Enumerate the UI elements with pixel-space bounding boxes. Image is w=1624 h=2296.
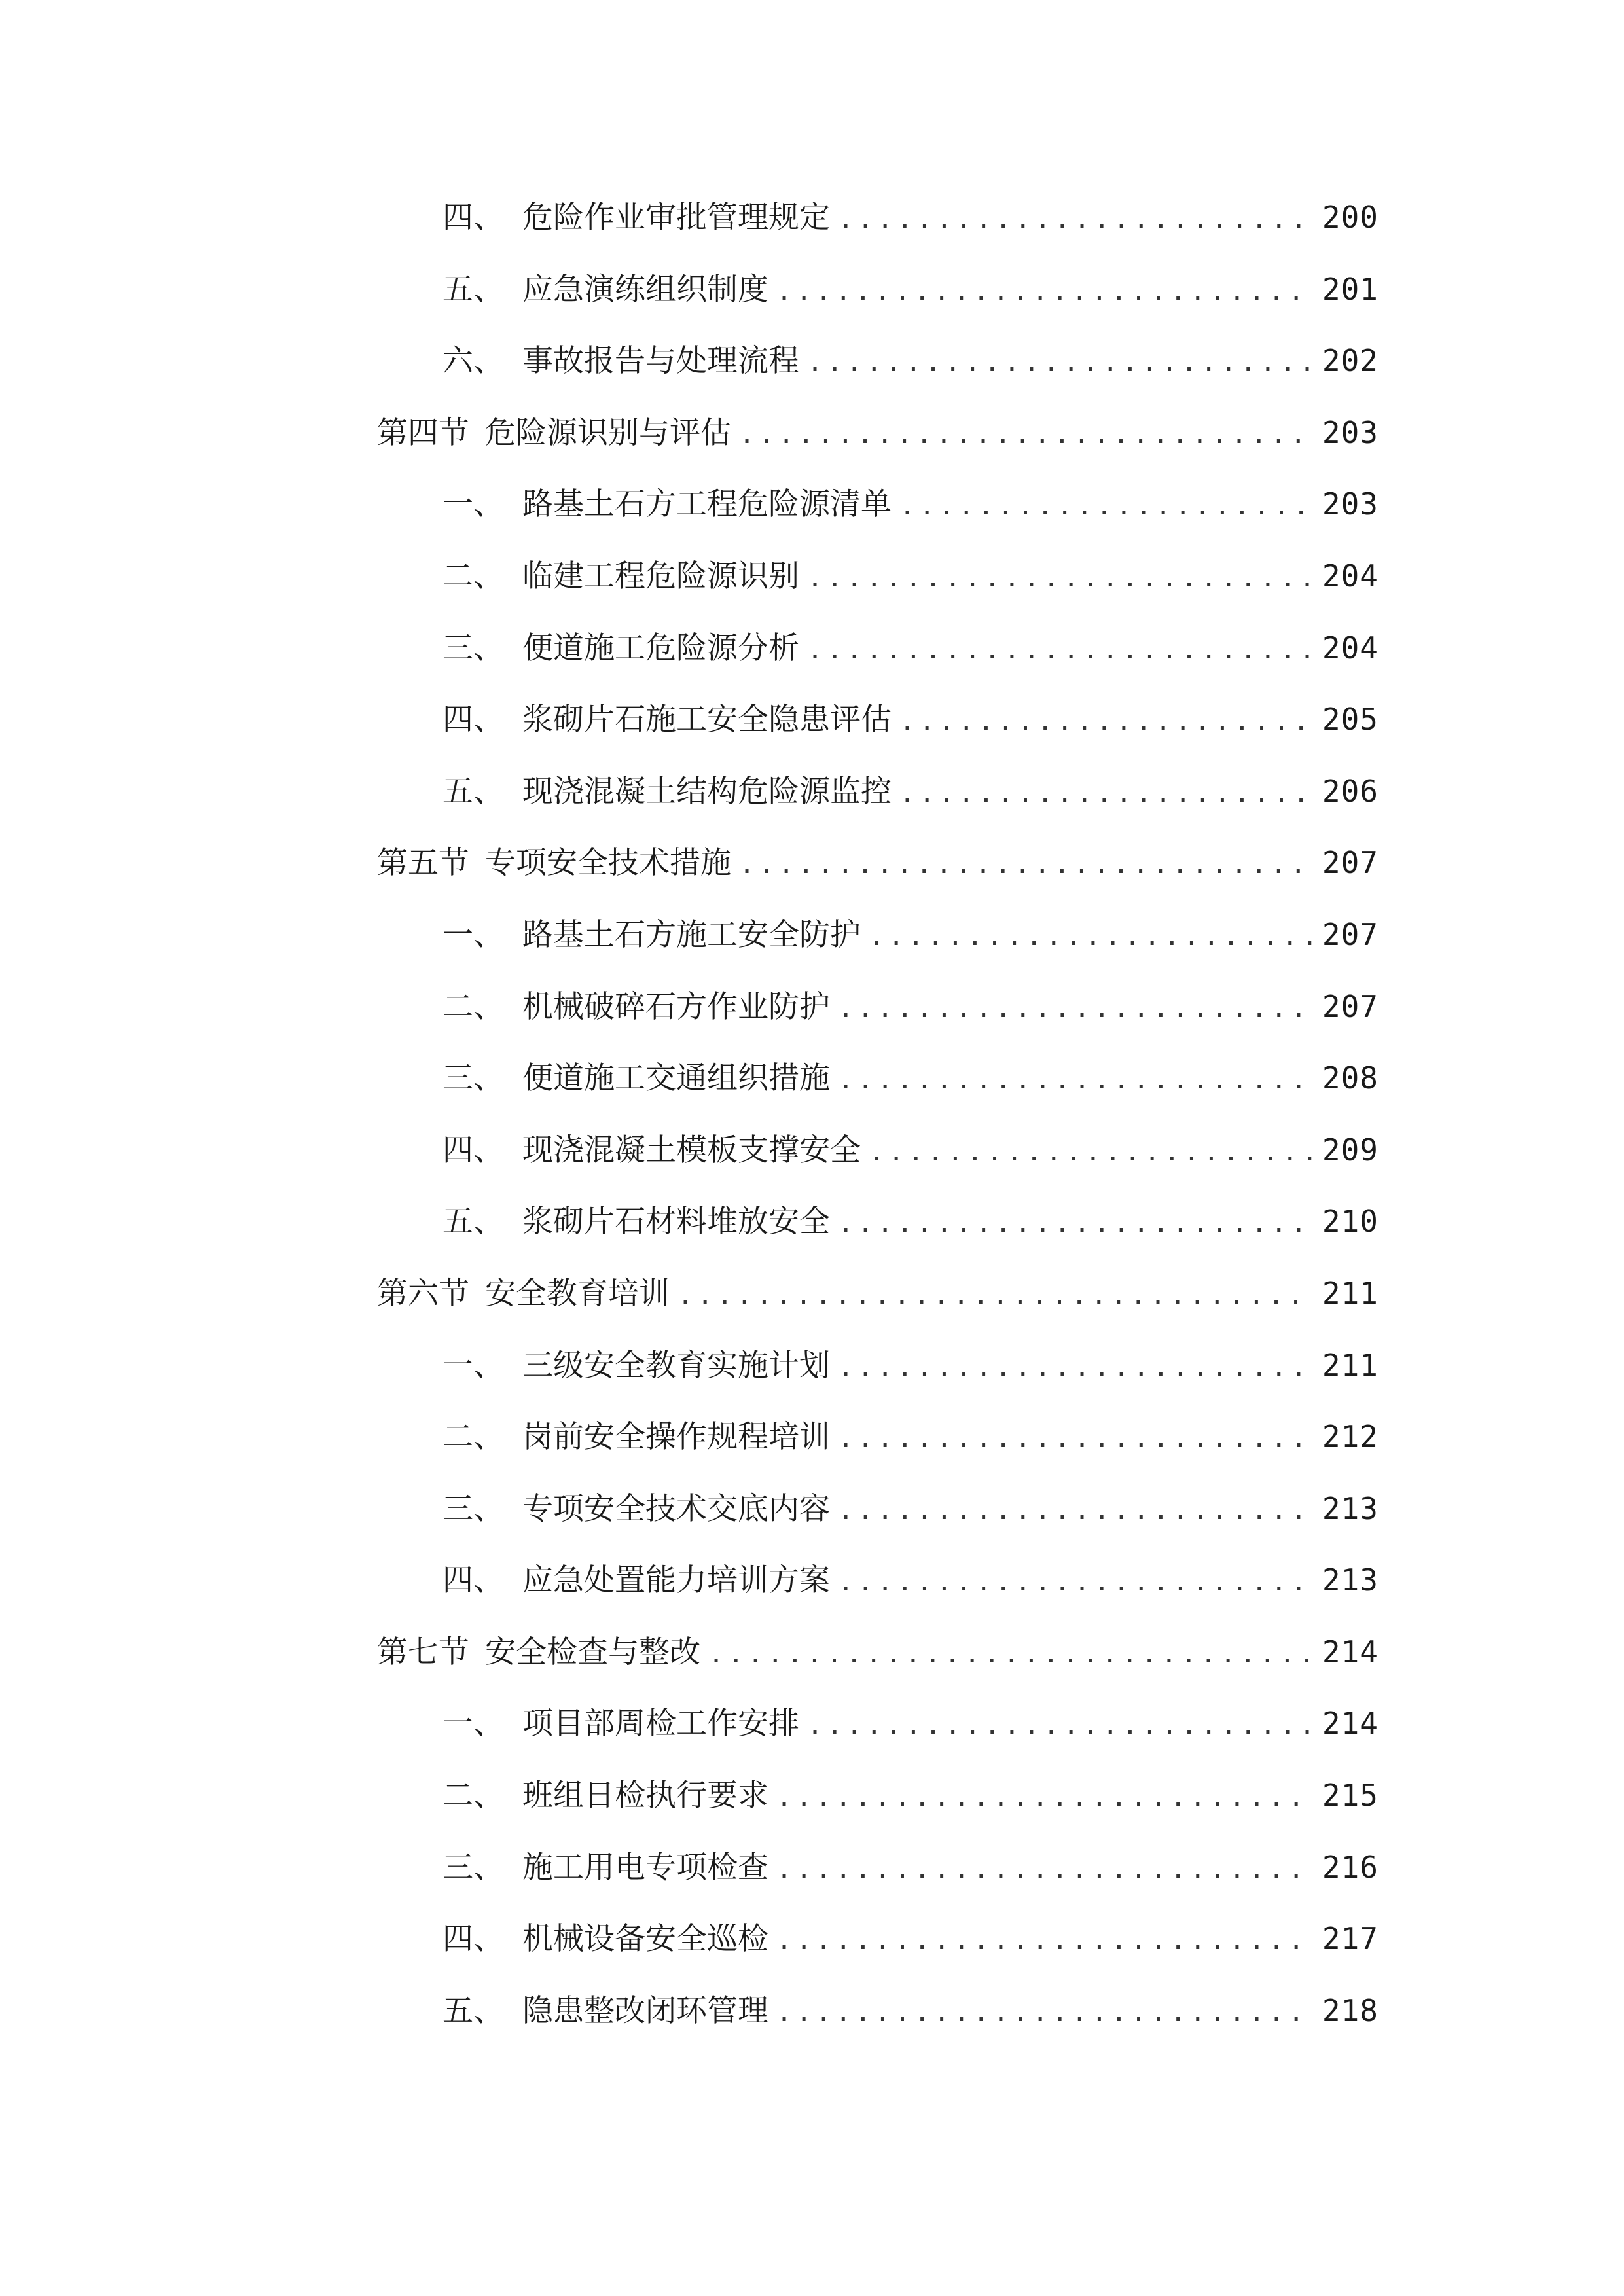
- toc-section-number: 第五节: [377, 845, 469, 882]
- toc-entry-title: 岗前安全操作规程培训: [522, 1419, 830, 1456]
- toc-item-entry[interactable]: [377, 1115, 1379, 1187]
- dot-leader: [739, 399, 1313, 471]
- toc-entry-title: 隐患整改闭环管理: [522, 1992, 768, 2029]
- toc-item-number: 四、: [442, 1562, 504, 1599]
- toc-item-entry[interactable]: [377, 756, 1379, 828]
- toc-item-entry[interactable]: [377, 1330, 1379, 1402]
- dot-leader: [838, 973, 1313, 1045]
- toc-item-number: 四、: [442, 1132, 504, 1168]
- toc-item-number: 三、: [442, 630, 504, 666]
- toc-item-entry[interactable]: [377, 1760, 1379, 1832]
- toc-item-entry[interactable]: [377, 1401, 1379, 1473]
- table-of-contents: [377, 182, 1379, 2047]
- toc-item-number: 一、: [442, 486, 504, 523]
- toc-item-entry[interactable]: [377, 1186, 1379, 1258]
- toc-section-number: 第七节: [377, 1634, 469, 1670]
- dot-leader: [776, 1762, 1313, 1834]
- toc-page-number: 210: [1322, 1204, 1379, 1240]
- dot-leader: [708, 1619, 1313, 1691]
- toc-item-entry[interactable]: [377, 1975, 1379, 2047]
- toc-entry-title: 应急演练组织制度: [522, 271, 768, 308]
- toc-entry-title: 项目部周检工作安排: [522, 1706, 799, 1742]
- toc-page-number: 206: [1322, 773, 1379, 809]
- dot-leader: [838, 1332, 1313, 1404]
- toc-item-entry[interactable]: [377, 1043, 1379, 1115]
- toc-entry-title: 危险源识别与评估: [485, 414, 731, 451]
- toc-entry-title: 安全检查与整改: [485, 1634, 700, 1670]
- toc-item-number: 四、: [442, 702, 504, 738]
- toc-item-number: 二、: [442, 988, 504, 1025]
- toc-page-number: 204: [1322, 630, 1379, 666]
- dot-leader: [838, 1188, 1313, 1260]
- toc-page-number: 201: [1322, 271, 1379, 307]
- toc-entry-title: 施工用电专项检查: [522, 1849, 768, 1886]
- toc-page-number: 200: [1322, 200, 1379, 235]
- dot-leader: [838, 1475, 1313, 1547]
- toc-section-entry[interactable]: [377, 1258, 1379, 1330]
- toc-entry-title: 路基土石方工程危险源清单: [522, 486, 892, 523]
- toc-item-entry[interactable]: [377, 971, 1379, 1043]
- dot-leader: [776, 1905, 1313, 1977]
- toc-section-entry[interactable]: [377, 397, 1379, 469]
- dot-leader: [899, 686, 1313, 758]
- toc-item-number: 二、: [442, 1778, 504, 1814]
- toc-page-number: 204: [1322, 558, 1379, 594]
- toc-page-number: 211: [1322, 1275, 1379, 1311]
- dot-leader: [899, 471, 1313, 543]
- toc-page-number: 207: [1322, 988, 1379, 1024]
- toc-entry-title: 浆砌片石材料堆放安全: [522, 1204, 830, 1240]
- dot-leader: [869, 901, 1313, 973]
- toc-entry-title: 便道施工交通组织措施: [522, 1060, 830, 1097]
- toc-entry-title: 应急处置能力培训方案: [522, 1562, 830, 1599]
- toc-entry-title: 机械设备安全巡检: [522, 1921, 768, 1958]
- toc-item-entry[interactable]: [377, 684, 1379, 756]
- toc-item-number: 二、: [442, 558, 504, 594]
- toc-entry-title: 浆砌片石施工安全隐患评估: [522, 702, 892, 738]
- toc-item-number: 五、: [442, 1992, 504, 2029]
- toc-page-number: 209: [1322, 1132, 1379, 1168]
- toc-item-entry[interactable]: [377, 1832, 1379, 1904]
- toc-page-number: 208: [1322, 1060, 1379, 1096]
- toc-item-entry[interactable]: [377, 899, 1379, 971]
- toc-item-number: 五、: [442, 271, 504, 308]
- toc-section-entry[interactable]: [377, 1617, 1379, 1689]
- toc-entry-title: 班组日检执行要求: [522, 1778, 768, 1814]
- toc-item-entry[interactable]: [377, 613, 1379, 685]
- toc-item-entry[interactable]: [377, 1473, 1379, 1545]
- toc-section-entry[interactable]: [377, 827, 1379, 899]
- toc-item-entry[interactable]: [377, 182, 1379, 254]
- toc-entry-title: 机械破碎石方作业防护: [522, 988, 830, 1025]
- toc-entry-title: 现浇混凝土模板支撑安全: [522, 1132, 861, 1168]
- toc-entry-title: 危险作业审批管理规定: [522, 200, 830, 236]
- toc-page-number: 203: [1322, 486, 1379, 522]
- toc-page-number: 211: [1322, 1347, 1379, 1383]
- dot-leader: [838, 1403, 1313, 1475]
- toc-page-number: 205: [1322, 702, 1379, 738]
- toc-item-number: 一、: [442, 1347, 504, 1384]
- dot-leader: [807, 615, 1313, 687]
- toc-page-number: 215: [1322, 1778, 1379, 1814]
- dot-leader: [838, 1045, 1313, 1117]
- toc-item-entry[interactable]: [377, 254, 1379, 326]
- toc-page-number: 212: [1322, 1419, 1379, 1455]
- dot-leader: [776, 1977, 1313, 2049]
- toc-page-number: 218: [1322, 1992, 1379, 2028]
- toc-page-number: 202: [1322, 343, 1379, 379]
- toc-section-number: 第六节: [377, 1275, 469, 1312]
- toc-item-entry[interactable]: [377, 469, 1379, 541]
- toc-page-number: 207: [1322, 845, 1379, 881]
- toc-item-entry[interactable]: [377, 1688, 1379, 1760]
- toc-entry-title: 便道施工危险源分析: [522, 630, 799, 666]
- dot-leader: [807, 1690, 1313, 1762]
- toc-page-number: 217: [1322, 1921, 1379, 1957]
- toc-page-number: 203: [1322, 414, 1379, 450]
- toc-page-number: 207: [1322, 916, 1379, 952]
- toc-item-number: 一、: [442, 916, 504, 953]
- toc-item-number: 二、: [442, 1419, 504, 1456]
- toc-page-number: 214: [1322, 1706, 1379, 1742]
- toc-item-number: 三、: [442, 1849, 504, 1886]
- toc-item-number: 五、: [442, 773, 504, 810]
- toc-page-number: 213: [1322, 1562, 1379, 1598]
- dot-leader: [677, 1260, 1313, 1332]
- toc-page-number: 214: [1322, 1634, 1379, 1670]
- dot-leader: [838, 1547, 1313, 1619]
- dot-leader: [838, 184, 1313, 256]
- toc-entry-title: 专项安全技术交底内容: [522, 1490, 830, 1527]
- toc-item-entry[interactable]: [377, 1545, 1379, 1617]
- dot-leader: [869, 1117, 1313, 1189]
- dot-leader: [807, 543, 1313, 615]
- toc-page-number: 216: [1322, 1849, 1379, 1885]
- toc-item-number: 五、: [442, 1204, 504, 1240]
- toc-entry-title: 三级安全教育实施计划: [522, 1347, 830, 1384]
- dot-leader: [739, 829, 1313, 901]
- toc-page-number: 213: [1322, 1490, 1379, 1526]
- toc-item-entry[interactable]: [377, 325, 1379, 397]
- toc-entry-title: 事故报告与处理流程: [522, 343, 799, 380]
- toc-item-entry[interactable]: [377, 1903, 1379, 1975]
- toc-item-number: 三、: [442, 1060, 504, 1097]
- toc-section-number: 第四节: [377, 414, 469, 451]
- toc-item-number: 一、: [442, 1706, 504, 1742]
- toc-entry-title: 专项安全技术措施: [485, 845, 731, 882]
- toc-item-entry[interactable]: [377, 541, 1379, 613]
- toc-entry-title: 路基土石方施工安全防护: [522, 916, 861, 953]
- toc-item-number: 四、: [442, 1921, 504, 1958]
- toc-item-number: 六、: [442, 343, 504, 380]
- dot-leader: [899, 758, 1313, 830]
- toc-entry-title: 安全教育培训: [485, 1275, 670, 1312]
- toc-item-number: 三、: [442, 1490, 504, 1527]
- dot-leader: [776, 256, 1313, 328]
- toc-entry-title: 现浇混凝土结构危险源监控: [522, 773, 892, 810]
- dot-leader: [807, 327, 1313, 399]
- toc-entry-title: 临建工程危险源识别: [522, 558, 799, 594]
- dot-leader: [776, 1834, 1313, 1906]
- toc-item-number: 四、: [442, 200, 504, 236]
